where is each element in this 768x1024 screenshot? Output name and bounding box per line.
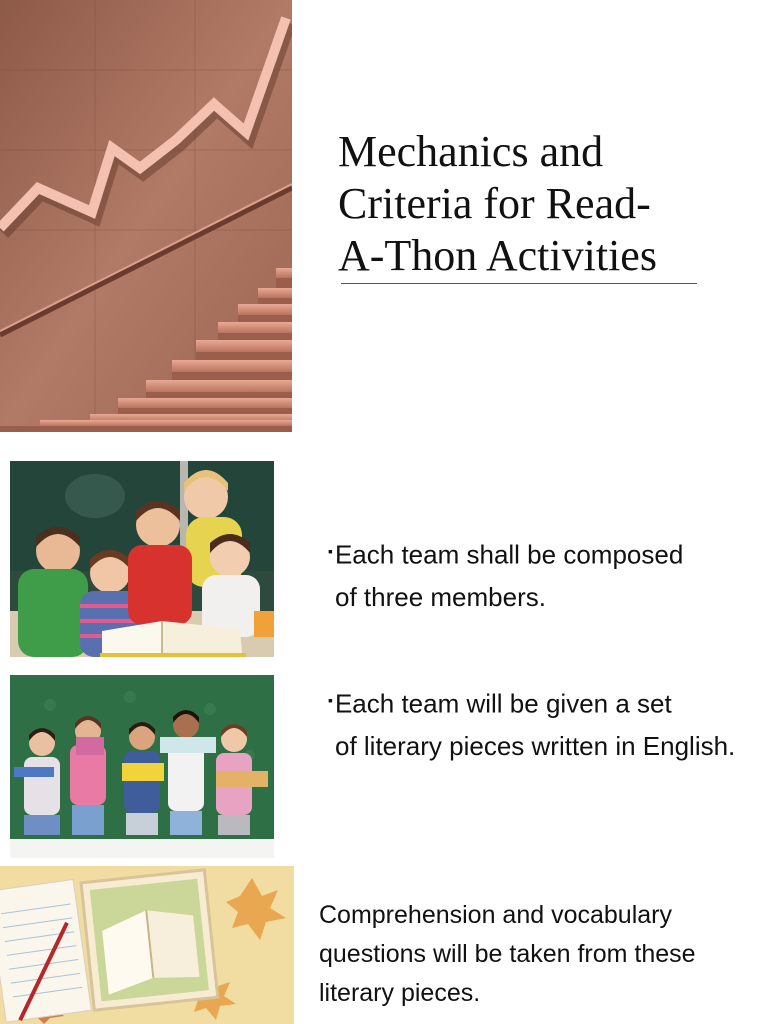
slide-title: Mechanics and Criteria for Read- A-Thon Activities bbox=[338, 127, 657, 280]
bullet-line: of three members. bbox=[335, 581, 546, 612]
title-underline bbox=[341, 283, 697, 284]
hero-stairs-image bbox=[0, 0, 292, 432]
bullet-line: Each team shall be composed bbox=[334, 539, 684, 570]
bullet-team-composition bbox=[328, 530, 748, 618]
bullet-line: of literary pieces written in English. bbox=[335, 730, 736, 761]
autumn-book-photo bbox=[0, 866, 294, 1024]
bullet-marker: ▪ bbox=[328, 692, 333, 708]
bullet-marker: ▪ bbox=[328, 543, 333, 559]
bullet-literary-pieces bbox=[328, 679, 748, 767]
comprehension-paragraph: Comprehension and vocabulary questions will be taken from these literary pieces. bbox=[319, 901, 696, 1007]
children-reading-photo bbox=[10, 461, 274, 657]
bullet-line: Each team will be given a set bbox=[334, 688, 672, 719]
children-with-books-photo bbox=[10, 675, 274, 858]
